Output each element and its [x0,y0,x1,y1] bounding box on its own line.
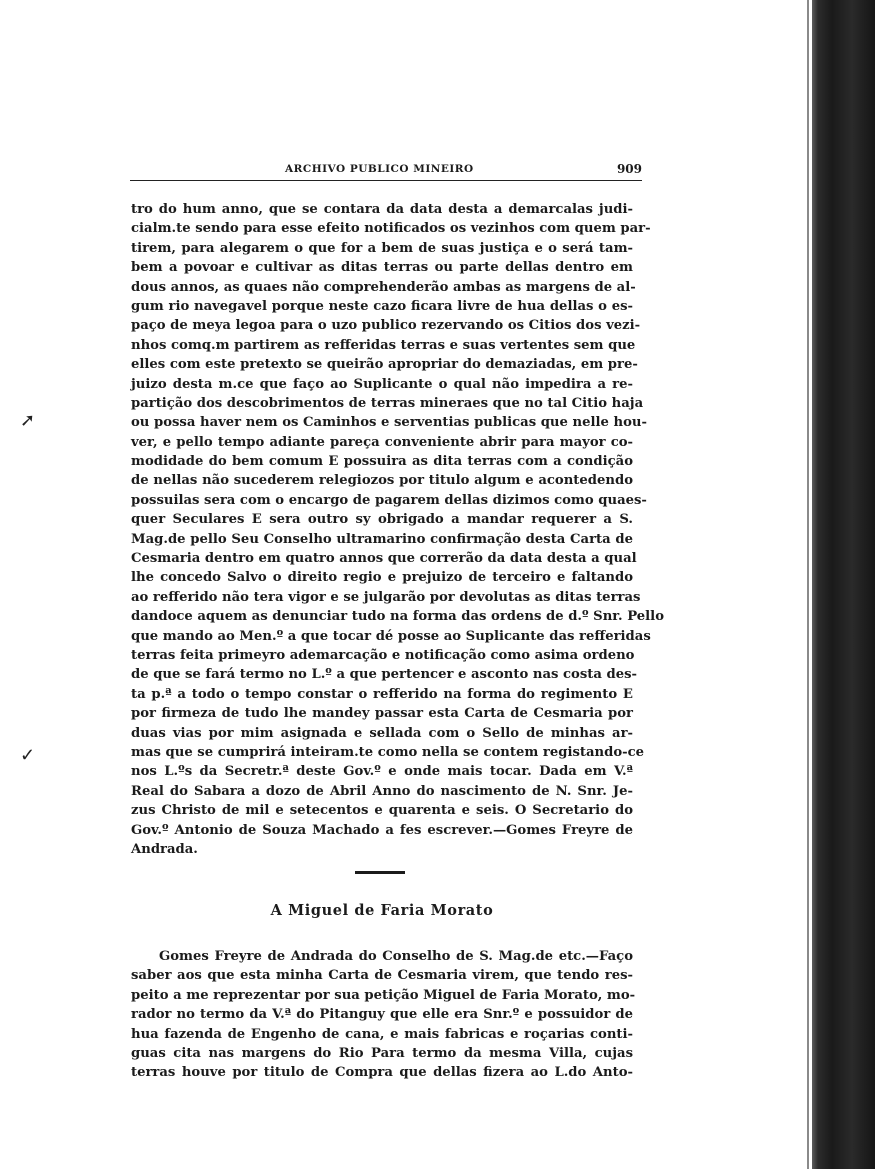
text-line: modidade do bem comum E possuira as dita terras com a condição [131,454,633,470]
text-line: duas vias por mim asignada e sellada com o Sello de minhas ar- [131,725,633,741]
text-line: lhe concedo Salvo o direito regio e prejuizo de terceiro e faltando [131,570,633,586]
paragraph-1 [131,200,664,859]
text-line: bem a povoar e cultivar as ditas terras ou parte dellas dentro em [131,260,633,276]
section-title: A Miguel de Faria Morato [270,902,494,919]
running-header [130,163,642,179]
header-rule [130,180,642,181]
text-line: cialm.te sendo para esse efeito notificados os vezinhos com quem par- [131,221,651,237]
text-line: Gov.º Antonio de Souza Machado a fes escrever.—Gomes Freyre de [131,822,633,838]
text-line: possuilas sera com o encargo de pagarem dellas dizimos como quaes- [131,492,647,508]
text-line: Andrada. [131,841,198,857]
text-line: Gomes Freyre de Andrada do Conselho de S. Mag.de etc.—Faço [159,949,633,964]
text-line: mas que se cumprirá inteiram.te como nella se contem registando-ce [131,744,645,760]
scanner-dark-edge [812,0,875,1169]
text-line: nhos comq.m partirem as refferidas terras e suas vertentes sem que [131,337,636,353]
text-line: nos L.ºs da Secretr.ª deste Gov.º e onde mais tocar. Dada em V.ª [131,764,633,780]
text-line: Cesmaria dentro em quatro annos que correrão da data desta a qual [131,551,637,567]
text-line: por firmeza de tudo lhe mandey passar esta Carta de Cesmaria por [131,706,633,722]
paragraph-2 [131,947,636,1083]
text-line: saber aos que esta minha Carta de Cesmaria virem, que tendo res- [131,968,633,984]
text-line: de nellas não sucederem relegiozos por titulo algum e acontedendo [131,473,633,489]
text-line: terras feita primeyro ademarcação e notificação como asima ordeno [131,647,635,663]
text-line: dandoce aquem as denunciar tudo na forma das ordens de d.º Snr. Pello [131,609,664,625]
text-line: tirem, para alegarem o que for a bem de suas justiça e o será tam- [131,240,633,256]
text-line: partição dos descobrimentos de terras mineraes que no tal Citio haja [131,395,644,411]
text-line: ao refferido não tera vigor e se julgarão por devolutas as ditas terras [131,589,641,605]
text-line: hua fazenda de Engenho de cana, e mais fabricas e roçarias conti- [131,1026,633,1042]
text-line: de que se fará termo no L.º a que pertencer e asconto nas costa des- [131,667,637,683]
header-title: ARCHIVO PUBLICO MINEIRO [285,163,474,175]
section-divider [355,871,405,874]
text-line: quer Seculares E sera outro sy obrigado a mandar requerer a S. [131,512,633,528]
text-line: dous annos, as quaes não comprehenderão ambas as margens de al- [131,279,636,295]
text-line: Mag.de pello Seu Conselho ultramarino confirmação desta Carta de [131,531,633,547]
text-line: peito a me reprezentar por sua petição Miguel de Faria Morato, mo- [131,987,636,1003]
text-line: zus Christo de mil e setecentos e quarenta e seis. O Secretario do [131,803,633,819]
text-line: rador no termo da V.ª do Pitanguy que elle era Snr.º e possuidor de [131,1007,633,1023]
text-line: ta p.ª a todo o tempo constar o refferido na forma do regimento E [131,686,633,702]
text-line: terras houve por titulo de Compra que dellas fizera ao L.do Anto- [131,1065,633,1081]
page-edge-line [807,0,809,1169]
text-line: tro do hum anno, que se contarа da data desta a demarcalas judi- [131,202,633,217]
text-line: juizo desta m.ce que faço ao Suplicante o qual não impedira a re- [131,376,633,392]
margin-check-mark: ✓ [20,745,36,766]
page-number: 909 [616,162,642,176]
text-line: gum rio navegavel porque neste cazo ficara livre de hua dellas o es- [131,298,633,314]
text-line: Real do Sabara a dozo de Abril Anno do nascimento de N. Snr. Je- [131,783,633,799]
text-line: ou possa haver nem os Caminhos e serventias publicas que nelle hou- [131,415,647,431]
text-line: paço de meya legoa para o uzo publico rezervando os Citios dos vezi- [131,318,641,334]
margin-tick-mark: ➚ [20,410,36,431]
text-line: elles com este pretexto se queirão apropriar do demaziadas, em pre- [131,357,638,373]
text-line: guas cita nas margens do Rio Para termo da mesma Villa, cujas [131,1045,633,1061]
text-line: que mando ao Men.º a que tocar dé posse ao Suplicante das refferidas [131,628,651,644]
text-line: ver, e pello tempo adiante pareça conveniente abrir para mayor co- [131,434,633,450]
